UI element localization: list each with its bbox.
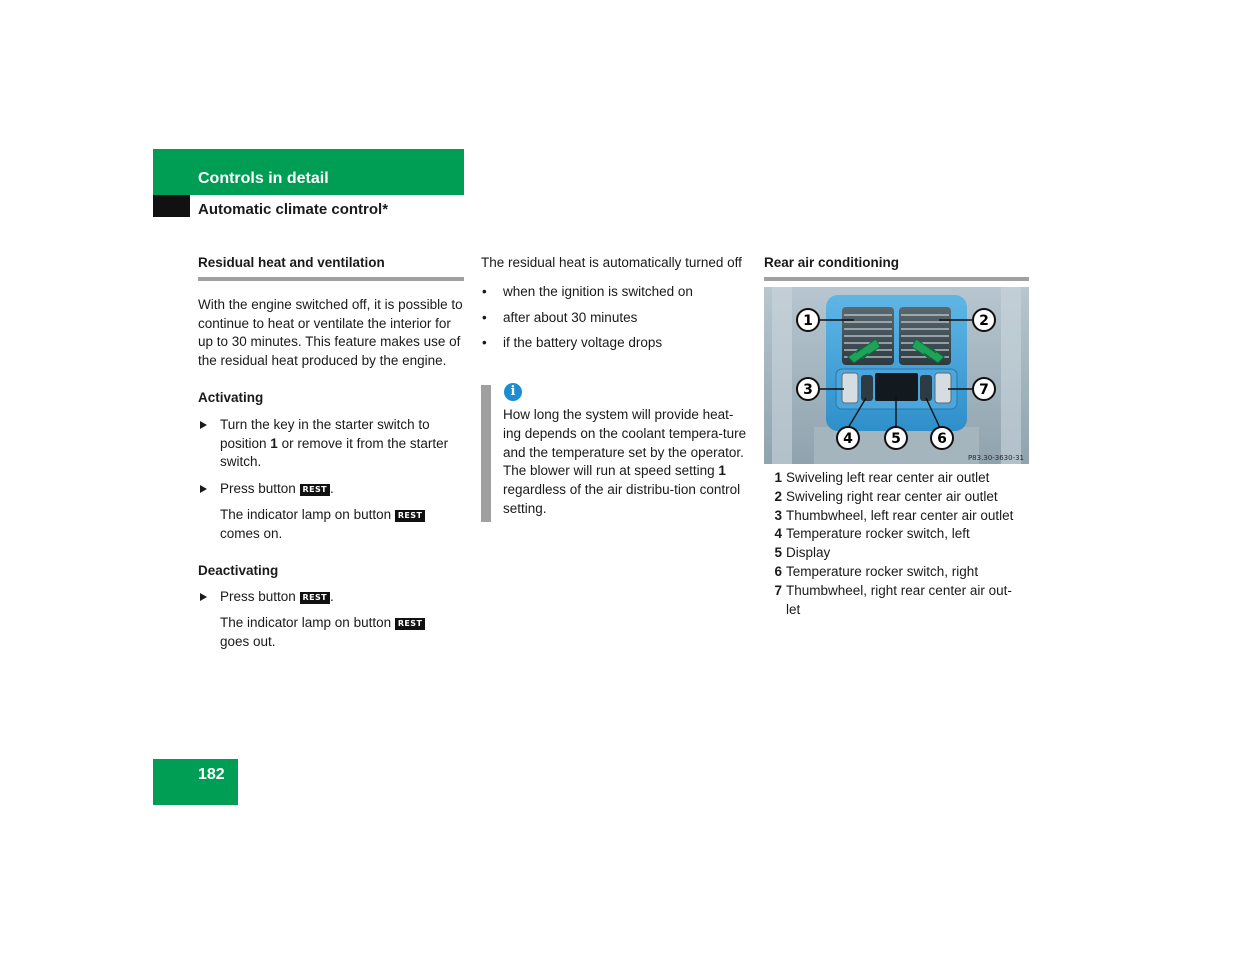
list-item: • if the battery voltage drops xyxy=(481,334,747,353)
bullet-icon: • xyxy=(482,283,487,299)
list-item: 7 Thumbwheel, right rear center air out-let xyxy=(774,582,1012,617)
callout-2 xyxy=(973,309,995,331)
step-activate-key: Turn the key in the starter switch to position 1 or remove it from the starter switch. xyxy=(198,416,464,472)
svg-text:1: 1 xyxy=(803,313,813,329)
rear-ac-illustration xyxy=(764,287,1029,464)
list-item: 6 Temperature rocker switch, right xyxy=(774,563,979,579)
rest-button-icon: REST xyxy=(395,618,425,630)
result-deactivate: The indicator lamp on button REST goes out. xyxy=(198,614,464,652)
image-code: P83.30-3630-31 xyxy=(967,454,1024,462)
position-number: 1 xyxy=(270,435,278,451)
result-activate: The indicator lamp on button REST comes on. xyxy=(198,506,464,544)
list-item: 1 Swiveling left rear center air outlet xyxy=(774,470,990,485)
callout-6 xyxy=(931,427,953,449)
column-auto-off xyxy=(481,254,747,360)
rear-ac-panel-image xyxy=(764,287,1029,464)
column-residual-heat xyxy=(198,254,464,652)
bullet-icon: • xyxy=(482,309,487,325)
heading-deactivating: Deactivating xyxy=(198,562,279,578)
rest-button-icon: REST xyxy=(300,484,330,496)
list-item: • after about 30 minutes xyxy=(481,309,747,328)
svg-text:4: 4 xyxy=(843,431,853,447)
callout-5 xyxy=(885,427,907,449)
list-item: 3 Thumbwheel, left rear center air outlet xyxy=(774,507,1014,523)
bullet-icon: • xyxy=(482,335,487,351)
callout-1 xyxy=(797,309,819,331)
page-number: 182 xyxy=(198,766,225,783)
info-note-text: How long the system will provide heat-ing depends on the coolant tempera-ture and the temperature set by the operator. The blower will run at speed setting 1 regardless of the air distribu-tion control setting. xyxy=(503,407,747,516)
list-item: 5 Display xyxy=(774,545,831,561)
svg-text:6: 6 xyxy=(937,431,947,447)
step-arrow-icon xyxy=(200,593,207,601)
step-activate-press: Press button REST . xyxy=(198,480,464,499)
section-title: Controls in detail xyxy=(198,170,329,187)
column-rear-ac xyxy=(764,254,1029,281)
step-arrow-icon xyxy=(200,485,207,493)
auto-off-intro: The residual heat is automatically turned off xyxy=(481,255,742,270)
list-item: 4 Temperature rocker switch, left xyxy=(774,526,970,542)
heading-residual-heat: Residual heat and ventilation xyxy=(198,254,464,281)
svg-text:3: 3 xyxy=(803,382,813,398)
header-marker xyxy=(153,195,190,217)
step-arrow-icon xyxy=(200,421,207,429)
list-item: 2 Swiveling right rear center air outlet xyxy=(774,488,998,504)
callout-7 xyxy=(973,378,995,400)
rest-button-icon: REST xyxy=(300,592,330,604)
callout-4 xyxy=(837,427,859,449)
intro-paragraph: With the engine switched off, it is possible to continue to heat or ventilate the interior for up to 30 minutes. This feature makes use of the residual heat produced by the engine. xyxy=(198,296,463,369)
heading-activating: Activating xyxy=(198,389,264,405)
list-item: • when the ignition is switched on xyxy=(481,283,747,302)
rest-button-icon: REST xyxy=(395,510,425,522)
page-number-box xyxy=(153,759,238,805)
svg-text:7: 7 xyxy=(979,382,989,398)
rear-ac-legend xyxy=(764,469,1032,619)
heading-rear-ac: Rear air conditioning xyxy=(764,254,1029,281)
auto-off-list xyxy=(481,283,747,353)
step-deactivate-press: Press button REST . xyxy=(198,588,464,607)
svg-text:2: 2 xyxy=(979,313,989,329)
subsection-title: Automatic climate control* xyxy=(198,201,389,218)
svg-text:5: 5 xyxy=(891,431,901,447)
callout-3 xyxy=(797,378,819,400)
info-note-bar xyxy=(481,385,491,522)
info-icon: i xyxy=(504,383,522,401)
